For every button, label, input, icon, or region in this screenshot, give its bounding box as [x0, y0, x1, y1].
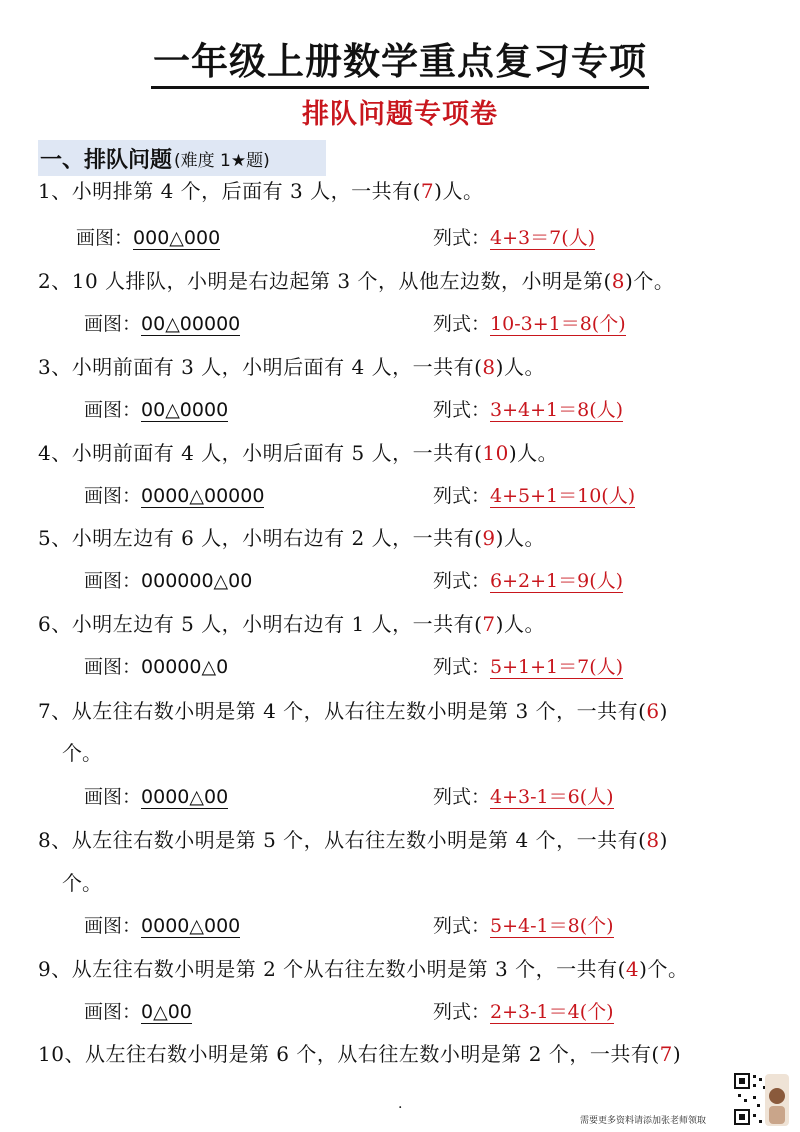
- question-8-continuation: 个。: [62, 871, 102, 895]
- formula-row-1: 列式：4+3＝7(人): [433, 227, 596, 249]
- drawing: 0△00: [141, 1001, 192, 1023]
- answer: 4: [625, 957, 640, 981]
- drawing: 0000△00000: [141, 485, 265, 507]
- drawing: 0000△00: [141, 786, 229, 808]
- question-6: 6、小明左边有 5 人，小明右边有 1 人，一共有(7)人。: [38, 612, 545, 636]
- formula-row-9: 列式：2+3-1＝4(个): [433, 1001, 614, 1023]
- answer: 8: [611, 269, 626, 293]
- question-2: 2、10 人排队，小明是右边起第 3 个，从他左边数，小明是第(8)个。: [38, 269, 675, 293]
- formula-row-7: 列式：4+3-1＝6(人): [433, 786, 614, 808]
- drawing: 00△00000: [141, 313, 241, 335]
- qr-code-icon: [733, 1072, 791, 1128]
- page-dot: .: [398, 1096, 403, 1112]
- page-title: 一年级上册数学重点复习专项: [0, 38, 800, 89]
- formula: 4+3＝7(人): [490, 227, 596, 249]
- drawing: 0000△000: [141, 915, 241, 937]
- question-5: 5、小明左边有 6 人，小明右边有 2 人，一共有(9)人。: [38, 526, 545, 550]
- question-9: 9、从左往右数小明是第 2 个从右往左数小明是第 3 个，一共有(4)个。: [38, 957, 689, 981]
- draw-row-5: 画图：000000△00: [84, 570, 253, 592]
- draw-row-9: 画图：0△00: [84, 1001, 192, 1023]
- formula: 5+1+1＝7(人): [490, 656, 624, 678]
- drawing: 000000△00: [141, 570, 253, 592]
- drawing: 000△000: [133, 227, 221, 249]
- answer: 7: [482, 612, 496, 636]
- draw-row-4: 画图：0000△00000: [84, 485, 265, 507]
- formula-row-8: 列式：5+4-1＝8(个): [433, 915, 614, 937]
- formula: 4+3-1＝6(人): [490, 786, 614, 808]
- draw-row-3: 画图：00△0000: [84, 399, 229, 421]
- formula: 6+2+1＝9(人): [490, 570, 624, 592]
- formula-row-6: 列式：5+1+1＝7(人): [433, 656, 624, 678]
- answer: 9: [482, 526, 496, 550]
- draw-row-6: 画图：00000△0: [84, 656, 229, 678]
- answer: 6: [646, 699, 660, 723]
- draw-row-2: 画图：00△00000: [84, 313, 241, 335]
- section-header: [38, 140, 326, 176]
- question-8: 8、从左往右数小明是第 5 个，从右往左数小明是第 4 个，一共有(8): [38, 828, 668, 852]
- footer-note: 需要更多资料请添加张老师领取: [580, 1116, 707, 1126]
- question-7: 7、从左往右数小明是第 4 个，从右往左数小明是第 3 个，一共有(6): [38, 699, 668, 723]
- drawing: 00000△0: [141, 656, 229, 678]
- formula-row-4: 列式：4+5+1＝10(人): [433, 485, 636, 507]
- formula: 5+4-1＝8(个): [490, 915, 614, 937]
- answer: 8: [646, 828, 660, 852]
- question-1: 1、小明排第 4 个，后面有 3 人，一共有(7)人。: [38, 179, 484, 203]
- draw-row-8: 画图：0000△000: [84, 915, 241, 937]
- draw-row-7: 画图：0000△00: [84, 786, 229, 808]
- question-4: 4、小明前面有 4 人，小明后面有 5 人，一共有(10)人。: [38, 441, 559, 465]
- answer: 7: [420, 179, 435, 203]
- question-3: 3、小明前面有 3 人，小明后面有 4 人，一共有(8)人。: [38, 355, 545, 379]
- formula-row-2: 列式：10-3+1＝8(个): [433, 313, 626, 335]
- section-difficulty: (难度 1★题): [174, 150, 270, 171]
- formula: 4+5+1＝10(人): [490, 485, 636, 507]
- drawing: 00△0000: [141, 399, 229, 421]
- formula: 2+3-1＝4(个): [490, 1001, 614, 1023]
- formula: 10-3+1＝8(个): [490, 313, 626, 335]
- answer: 10: [482, 441, 509, 465]
- section-title: 一、排队问题: [40, 147, 173, 173]
- draw-row-1: 画图：000△000: [76, 227, 221, 249]
- question-7-continuation: 个。: [62, 741, 102, 765]
- formula: 3+4+1＝8(人): [490, 399, 624, 421]
- formula-row-5: 列式：6+2+1＝9(人): [433, 570, 624, 592]
- answer: 8: [482, 355, 496, 379]
- qr-code-image: [733, 1072, 791, 1128]
- answer: 7: [659, 1042, 673, 1066]
- formula-row-3: 列式：3+4+1＝8(人): [433, 399, 624, 421]
- question-10: 10、从左往右数小明是第 6 个，从右往左数小明是第 2 个，一共有(7): [38, 1042, 682, 1066]
- page-subtitle: 排队问题专项卷: [302, 99, 498, 130]
